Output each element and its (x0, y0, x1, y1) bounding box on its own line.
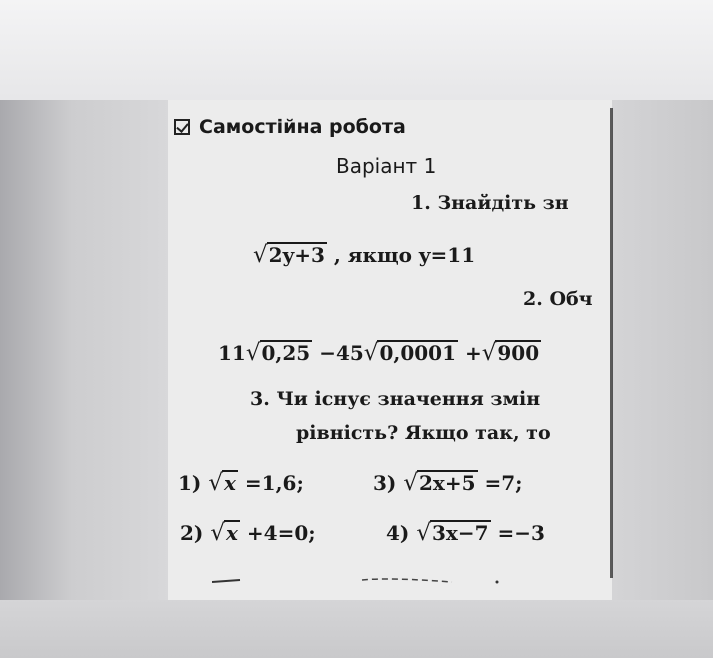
variant-title: Варіант 1 (336, 154, 437, 178)
task1-condition: , якщо y=11 (333, 243, 476, 267)
radicand: 0,25 (261, 341, 311, 365)
coefficient: 11 (218, 341, 246, 365)
page-edge (610, 108, 613, 578)
background-left (0, 100, 180, 658)
sqrt-expression: √ 0,25 (245, 340, 311, 366)
item-rest: =7; (484, 471, 523, 495)
item-label: 1) (178, 471, 202, 495)
radicand: x (224, 471, 236, 495)
item-rest: =1,6; (244, 471, 304, 495)
background-top (0, 0, 713, 105)
task3-line2: рівність? Якщо так, то (296, 422, 551, 444)
section-title: Самостійна робота (199, 116, 406, 138)
sqrt-expression: √ 3x−7 (416, 520, 489, 546)
background-bottom (0, 600, 713, 658)
task3-item (178, 470, 304, 495)
sqrt-expression: √ 2y+3 (253, 242, 325, 268)
sqrt-expression: √ 2x+5 (403, 470, 476, 496)
task3-item (386, 520, 545, 545)
operator: + (464, 341, 482, 365)
task2-text: 2. Обч (523, 288, 593, 310)
radicand: 2x+5 (419, 471, 476, 495)
item-label: 2) (180, 521, 204, 545)
sqrt-expression: √ x (208, 470, 236, 496)
sqrt-expression: √ x (210, 520, 238, 546)
textbook-page (168, 100, 612, 600)
radicand: 0,0001 (379, 341, 456, 365)
item-rest: =−3 (497, 521, 545, 545)
background-right (612, 100, 713, 600)
cut-off-text-fragment (212, 570, 512, 590)
radicand: 3x−7 (432, 521, 489, 545)
section-header (174, 116, 406, 138)
item-label: 4) (386, 521, 410, 545)
radicand: x (226, 521, 238, 545)
task3-line1: 3. Чи існує значення змін (250, 388, 541, 410)
task1-expression (253, 242, 475, 267)
radicand: 2y+3 (268, 243, 325, 267)
task1-text: 1. Знайдіть зн (411, 192, 569, 214)
task3-item (180, 520, 316, 545)
sqrt-expression: √ 0,0001 (363, 340, 456, 366)
sqrt-expression: √ 900 (481, 340, 540, 366)
checkbox-icon (174, 119, 190, 135)
task2-expression (218, 340, 541, 365)
task3-item (373, 470, 523, 495)
operator: −45 (319, 341, 364, 365)
item-rest: +4=0; (246, 521, 316, 545)
item-label: 3) (373, 471, 397, 495)
radicand: 900 (497, 341, 540, 365)
